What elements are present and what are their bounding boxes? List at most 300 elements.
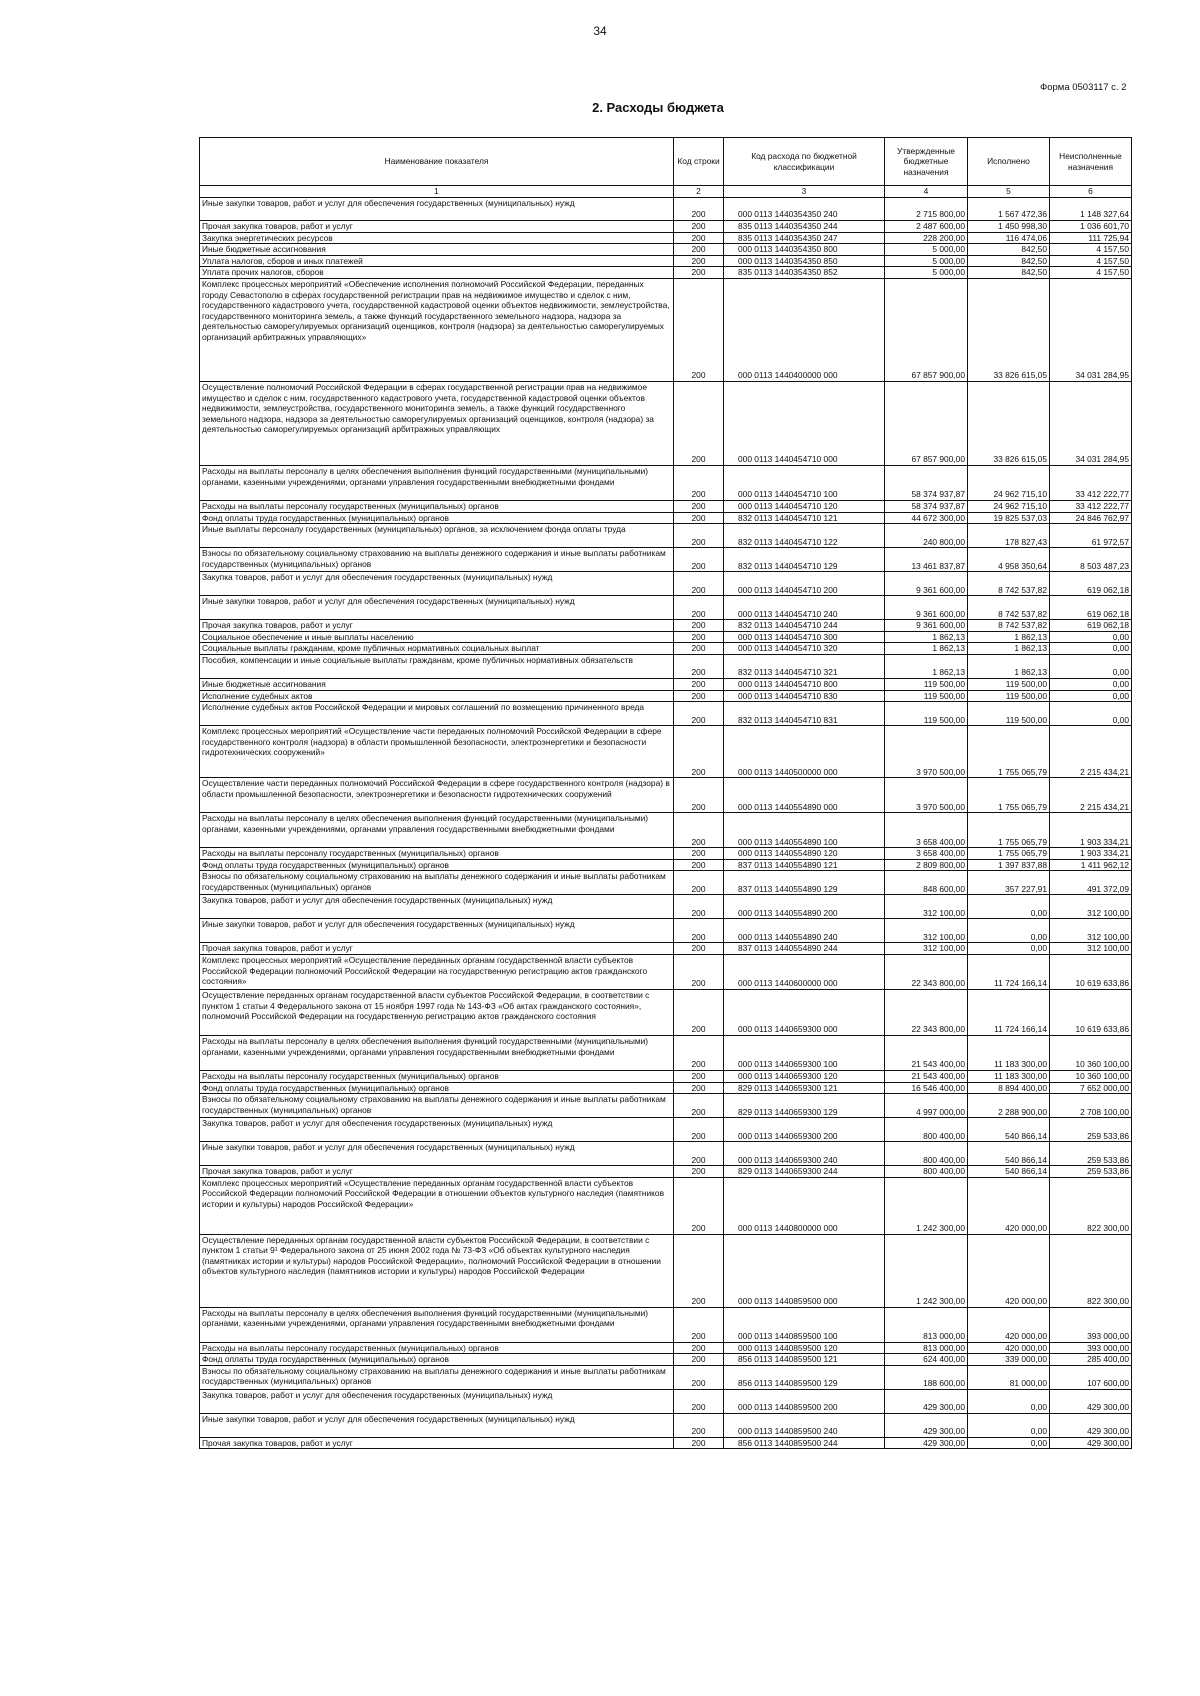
row-budget-code: 832 0113 1440454710 244	[724, 620, 885, 632]
row-unexecuted: 0,00	[1050, 678, 1132, 690]
table-row	[200, 1035, 1132, 1070]
header-unexecuted: Неисполненные назначения	[1050, 138, 1132, 186]
table-row	[200, 678, 1132, 690]
row-line-code: 200	[674, 1307, 724, 1342]
row-name: Комплекс процессных мероприятий «Осуществление части переданных полномочий Российской Федерации в сфере государственного контроля (надзора) в области промышленной безопасности, электроэнергетики и безопасности гидротехнических сооружений»	[200, 726, 674, 778]
row-name: Исполнение судебных актов	[200, 690, 674, 702]
table-row	[200, 848, 1132, 860]
row-name: Расходы на выплаты персоналу государственных (муниципальных) органов	[200, 1070, 674, 1082]
row-unexecuted: 0,00	[1050, 654, 1132, 678]
row-budget-code: 000 0113 1440354350 240	[724, 198, 885, 221]
row-executed: 4 958 350,64	[968, 548, 1050, 572]
table-row	[200, 255, 1132, 267]
row-line-code: 200	[674, 1177, 724, 1234]
row-budget-code: 000 0113 1440554890 100	[724, 813, 885, 848]
row-name: Осуществление полномочий Российской Федерации в сферах государственной регистрации прав на недвижимое имущество и сделок с ним, государственного кадастрового учета, государственной кадастровой оценки объектов недвижимости, землеустройства, государственного мониторинга земель, а также функций государственного земельного надзора, надзора за деятельностью саморегулируемых организаций оценщиков, контроля (надзора) за деятельностью саморегулируемых организаций арбитражных управляющих	[200, 381, 674, 465]
row-approved: 3 658 400,00	[885, 813, 968, 848]
row-executed: 0,00	[968, 895, 1050, 919]
row-name: Комплекс процессных мероприятий «Осуществление переданных органам государственной власти субъектов Российской Федерации полномочий Российской Федерации в отношении объектов культурного наследия (памятников истории и культуры) народов Российской Федерации»	[200, 1177, 674, 1234]
row-executed: 842,50	[968, 267, 1050, 279]
row-line-code: 200	[674, 232, 724, 244]
row-line-code: 200	[674, 620, 724, 632]
budget-table	[199, 137, 1132, 1449]
row-unexecuted: 4 157,50	[1050, 244, 1132, 256]
row-approved: 67 857 900,00	[885, 278, 968, 381]
row-executed: 19 825 537,03	[968, 512, 1050, 524]
header-name: Наименование показателя	[200, 138, 674, 186]
row-name: Комплекс процессных мероприятий «Осуществление переданных органам государственной власти субъектов Российской Федерации полномочий Российской Федерации на государственную регистрацию актов гражданского состояния»	[200, 954, 674, 989]
row-budget-code: 000 0113 1440454710 320	[724, 643, 885, 655]
row-unexecuted: 0,00	[1050, 631, 1132, 643]
row-budget-code: 835 0113 1440354350 247	[724, 232, 885, 244]
row-unexecuted: 312 100,00	[1050, 943, 1132, 955]
row-executed: 116 474,06	[968, 232, 1050, 244]
column-number: 2	[674, 186, 724, 198]
row-executed: 1 862,13	[968, 654, 1050, 678]
row-budget-code: 000 0113 1440454710 300	[724, 631, 885, 643]
row-line-code: 200	[674, 1413, 724, 1437]
row-line-code: 200	[674, 654, 724, 678]
row-unexecuted: 312 100,00	[1050, 895, 1132, 919]
row-line-code: 200	[674, 1035, 724, 1070]
row-unexecuted: 2 215 434,21	[1050, 778, 1132, 813]
row-unexecuted: 429 300,00	[1050, 1437, 1132, 1449]
row-line-code: 200	[674, 702, 724, 726]
row-budget-code: 856 0113 1440859500 121	[724, 1354, 885, 1366]
row-name: Иные закупки товаров, работ и услуг для обеспечения государственных (муниципальных) нужд	[200, 198, 674, 221]
row-approved: 58 374 937,87	[885, 500, 968, 512]
row-name: Прочая закупка товаров, работ и услуг	[200, 1437, 674, 1449]
row-line-code: 200	[674, 813, 724, 848]
row-approved: 1 862,13	[885, 654, 968, 678]
table-row	[200, 1142, 1132, 1166]
table-row	[200, 989, 1132, 1035]
row-budget-code: 837 0113 1440554890 129	[724, 871, 885, 895]
header-approved: Утвержденные бюджетные назначения	[885, 138, 968, 186]
row-name: Прочая закупка товаров, работ и услуг	[200, 943, 674, 955]
row-budget-code: 829 0113 1440659300 244	[724, 1166, 885, 1178]
row-unexecuted: 822 300,00	[1050, 1234, 1132, 1307]
table-row	[200, 267, 1132, 279]
row-approved: 5 000,00	[885, 244, 968, 256]
row-line-code: 200	[674, 1354, 724, 1366]
row-line-code: 200	[674, 1142, 724, 1166]
table-row	[200, 859, 1132, 871]
row-unexecuted: 259 533,86	[1050, 1166, 1132, 1178]
row-line-code: 200	[674, 278, 724, 381]
row-budget-code: 000 0113 1440859500 100	[724, 1307, 885, 1342]
row-unexecuted: 0,00	[1050, 702, 1132, 726]
row-budget-code: 000 0113 1440400000 000	[724, 278, 885, 381]
row-name: Уплата прочих налогов, сборов	[200, 267, 674, 279]
row-line-code: 200	[674, 859, 724, 871]
row-budget-code: 000 0113 1440554890 200	[724, 895, 885, 919]
table-row	[200, 919, 1132, 943]
row-approved: 21 543 400,00	[885, 1035, 968, 1070]
row-budget-code: 832 0113 1440454710 321	[724, 654, 885, 678]
row-budget-code: 000 0113 1440554890 120	[724, 848, 885, 860]
row-approved: 813 000,00	[885, 1342, 968, 1354]
row-executed: 420 000,00	[968, 1342, 1050, 1354]
row-name: Осуществление переданных органам государственной власти субъектов Российской Федерации, в соответствии с пунктом 1 статьи 9¹ Федерального закона от 25 июня 2002 года № 73-ФЗ «Об объектах культурного наследия (памятниках истории и культуры) народов Российской Федерации», полномочий Российской Федерации в отношении объектов культурного наследия (памятников истории и культуры) народов Российской Федерации	[200, 1234, 674, 1307]
row-approved: 848 600,00	[885, 871, 968, 895]
row-line-code: 200	[674, 919, 724, 943]
row-budget-code: 000 0113 1440659300 000	[724, 989, 885, 1035]
table-row	[200, 500, 1132, 512]
table-row	[200, 726, 1132, 778]
row-line-code: 200	[674, 465, 724, 500]
row-executed: 8 742 537,82	[968, 572, 1050, 596]
row-name: Расходы на выплаты персоналу государственных (муниципальных) органов	[200, 1342, 674, 1354]
row-approved: 44 672 300,00	[885, 512, 968, 524]
row-line-code: 200	[674, 221, 724, 233]
row-approved: 429 300,00	[885, 1389, 968, 1413]
row-budget-code: 000 0113 1440454710 240	[724, 596, 885, 620]
row-unexecuted: 1 148 327,64	[1050, 198, 1132, 221]
row-unexecuted: 33 412 222,77	[1050, 500, 1132, 512]
row-line-code: 200	[674, 778, 724, 813]
page-number: 34	[593, 24, 607, 38]
row-approved: 2 809 800,00	[885, 859, 968, 871]
row-approved: 2 487 600,00	[885, 221, 968, 233]
row-approved: 429 300,00	[885, 1437, 968, 1449]
row-executed: 11 724 166,14	[968, 989, 1050, 1035]
row-name: Социальное обеспечение и иные выплаты населению	[200, 631, 674, 643]
row-approved: 800 400,00	[885, 1118, 968, 1142]
row-approved: 119 500,00	[885, 702, 968, 726]
header-row	[200, 138, 1132, 186]
row-line-code: 200	[674, 1070, 724, 1082]
header-budget-code: Код расхода по бюджетной классификации	[724, 138, 885, 186]
row-line-code: 200	[674, 943, 724, 955]
row-executed: 81 000,00	[968, 1365, 1050, 1389]
row-budget-code: 000 0113 1440354350 850	[724, 255, 885, 267]
row-executed: 420 000,00	[968, 1177, 1050, 1234]
column-number-row	[200, 186, 1132, 198]
row-unexecuted: 1 036 601,70	[1050, 221, 1132, 233]
row-line-code: 200	[674, 848, 724, 860]
row-approved: 1 242 300,00	[885, 1177, 968, 1234]
row-line-code: 200	[674, 895, 724, 919]
table-row	[200, 702, 1132, 726]
row-name: Иные бюджетные ассигнования	[200, 678, 674, 690]
row-unexecuted: 393 000,00	[1050, 1342, 1132, 1354]
row-line-code: 200	[674, 381, 724, 465]
row-name: Прочая закупка товаров, работ и услуг	[200, 1166, 674, 1178]
row-unexecuted: 619 062,18	[1050, 620, 1132, 632]
row-name: Взносы по обязательному социальному страхованию на выплаты денежного содержания и иные выплаты работникам государственных (муниципальных) органов	[200, 1365, 674, 1389]
row-executed: 842,50	[968, 255, 1050, 267]
row-line-code: 200	[674, 678, 724, 690]
row-unexecuted: 1 903 334,21	[1050, 848, 1132, 860]
row-name: Социальные выплаты гражданам, кроме публичных нормативных социальных выплат	[200, 643, 674, 655]
table-row	[200, 813, 1132, 848]
table-row	[200, 895, 1132, 919]
row-line-code: 200	[674, 244, 724, 256]
row-line-code: 200	[674, 198, 724, 221]
row-budget-code: 000 0113 1440600000 000	[724, 954, 885, 989]
row-unexecuted: 619 062,18	[1050, 596, 1132, 620]
row-approved: 312 100,00	[885, 943, 968, 955]
row-approved: 22 343 800,00	[885, 954, 968, 989]
row-executed: 24 962 715,10	[968, 465, 1050, 500]
row-unexecuted: 8 503 487,23	[1050, 548, 1132, 572]
row-executed: 1 450 998,30	[968, 221, 1050, 233]
row-executed: 420 000,00	[968, 1234, 1050, 1307]
row-budget-code: 000 0113 1440454710 800	[724, 678, 885, 690]
row-line-code: 200	[674, 1365, 724, 1389]
row-executed: 357 227,91	[968, 871, 1050, 895]
row-executed: 0,00	[968, 1389, 1050, 1413]
table-row	[200, 1070, 1132, 1082]
row-executed: 2 288 900,00	[968, 1094, 1050, 1118]
row-line-code: 200	[674, 1389, 724, 1413]
row-unexecuted: 0,00	[1050, 643, 1132, 655]
row-executed: 11 183 300,00	[968, 1070, 1050, 1082]
table-row	[200, 1234, 1132, 1307]
row-executed: 339 000,00	[968, 1354, 1050, 1366]
row-approved: 240 800,00	[885, 524, 968, 548]
row-budget-code: 000 0113 1440454710 100	[724, 465, 885, 500]
row-executed: 0,00	[968, 943, 1050, 955]
row-line-code: 200	[674, 500, 724, 512]
row-approved: 429 300,00	[885, 1413, 968, 1437]
table-row	[200, 1365, 1132, 1389]
row-unexecuted: 34 031 284,95	[1050, 381, 1132, 465]
table-row	[200, 631, 1132, 643]
row-budget-code: 000 0113 1440659300 240	[724, 1142, 885, 1166]
table-row	[200, 278, 1132, 381]
row-name: Расходы на выплаты персоналу государственных (муниципальных) органов	[200, 848, 674, 860]
row-budget-code: 000 0113 1440454710 200	[724, 572, 885, 596]
row-line-code: 200	[674, 643, 724, 655]
row-approved: 800 400,00	[885, 1166, 968, 1178]
row-name: Пособия, компенсации и иные социальные выплаты гражданам, кроме публичных нормативных обязательств	[200, 654, 674, 678]
row-approved: 5 000,00	[885, 255, 968, 267]
row-unexecuted: 822 300,00	[1050, 1177, 1132, 1234]
row-approved: 13 461 837,87	[885, 548, 968, 572]
row-budget-code: 835 0113 1440354350 852	[724, 267, 885, 279]
row-approved: 188 600,00	[885, 1365, 968, 1389]
row-name: Осуществление переданных органам государственной власти субъектов Российской Федерации, в соответствии с пунктом 1 статьи 4 Федерального закона от 15 ноября 1997 года № 143-ФЗ «Об актах гражданского состояния», полномочий Российской Федерации на государственную регистрацию актов гражданского состояния	[200, 989, 674, 1035]
table-row	[200, 690, 1132, 702]
header-line-code: Код строки	[674, 138, 724, 186]
row-budget-code: 000 0113 1440454710 120	[724, 500, 885, 512]
row-budget-code: 829 0113 1440659300 129	[724, 1094, 885, 1118]
row-line-code: 200	[674, 572, 724, 596]
row-unexecuted: 429 300,00	[1050, 1413, 1132, 1437]
row-name: Расходы на выплаты персоналу в целях обеспечения выполнения функций государственными (муниципальными) органами, казенными учреждениями, органами управления государственными внебюджетными фондами	[200, 1035, 674, 1070]
row-line-code: 200	[674, 690, 724, 702]
row-unexecuted: 2 215 434,21	[1050, 726, 1132, 778]
row-approved: 9 361 600,00	[885, 620, 968, 632]
row-line-code: 200	[674, 1094, 724, 1118]
row-unexecuted: 111 725,94	[1050, 232, 1132, 244]
row-approved: 9 361 600,00	[885, 596, 968, 620]
row-name: Взносы по обязательному социальному страхованию на выплаты денежного содержания и иные выплаты работникам государственных (муниципальных) органов	[200, 1094, 674, 1118]
row-name: Фонд оплаты труда государственных (муниципальных) органов	[200, 859, 674, 871]
column-number: 5	[968, 186, 1050, 198]
row-line-code: 200	[674, 524, 724, 548]
row-approved: 21 543 400,00	[885, 1070, 968, 1082]
row-budget-code: 000 0113 1440354350 800	[724, 244, 885, 256]
row-unexecuted: 0,00	[1050, 690, 1132, 702]
row-unexecuted: 491 372,09	[1050, 871, 1132, 895]
row-name: Прочая закупка товаров, работ и услуг	[200, 221, 674, 233]
row-name: Осуществление части переданных полномочий Российской Федерации в сфере государственного контроля (надзора) в области промышленной безопасности, электроэнергетики и безопасности гидротехнических сооружений	[200, 778, 674, 813]
row-unexecuted: 393 000,00	[1050, 1307, 1132, 1342]
row-budget-code: 000 0113 1440659300 120	[724, 1070, 885, 1082]
row-name: Иные выплаты персоналу государственных (муниципальных) органов, за исключением фонда оплаты труда	[200, 524, 674, 548]
row-budget-code: 000 0113 1440554890 000	[724, 778, 885, 813]
row-approved: 4 997 000,00	[885, 1094, 968, 1118]
column-number: 1	[200, 186, 674, 198]
row-line-code: 200	[674, 267, 724, 279]
row-approved: 1 242 300,00	[885, 1234, 968, 1307]
row-name: Фонд оплаты труда государственных (муниципальных) органов	[200, 1082, 674, 1094]
table-row	[200, 198, 1132, 221]
table-row	[200, 524, 1132, 548]
row-unexecuted: 4 157,50	[1050, 255, 1132, 267]
row-unexecuted: 312 100,00	[1050, 919, 1132, 943]
row-line-code: 200	[674, 512, 724, 524]
header-executed: Исполнено	[968, 138, 1050, 186]
row-unexecuted: 24 846 762,97	[1050, 512, 1132, 524]
row-approved: 9 361 600,00	[885, 572, 968, 596]
row-unexecuted: 429 300,00	[1050, 1389, 1132, 1413]
row-name: Иные закупки товаров, работ и услуг для обеспечения государственных (муниципальных) нужд	[200, 919, 674, 943]
row-budget-code: 000 0113 1440859500 120	[724, 1342, 885, 1354]
row-budget-code: 856 0113 1440859500 129	[724, 1365, 885, 1389]
row-executed: 11 183 300,00	[968, 1035, 1050, 1070]
row-approved: 3 658 400,00	[885, 848, 968, 860]
table-row	[200, 1177, 1132, 1234]
table-row	[200, 1437, 1132, 1449]
row-executed: 1 397 837,88	[968, 859, 1050, 871]
row-line-code: 200	[674, 954, 724, 989]
row-executed: 0,00	[968, 1413, 1050, 1437]
row-unexecuted: 10 619 633,86	[1050, 954, 1132, 989]
row-name: Взносы по обязательному социальному страхованию на выплаты денежного содержания и иные выплаты работникам государственных (муниципальных) органов	[200, 548, 674, 572]
page-title: 2. Расходы бюджета	[592, 100, 724, 115]
row-name: Закупка товаров, работ и услуг для обеспечения государственных (муниципальных) нужд	[200, 1389, 674, 1413]
row-name: Иные закупки товаров, работ и услуг для обеспечения государственных (муниципальных) нужд	[200, 596, 674, 620]
row-executed: 119 500,00	[968, 690, 1050, 702]
row-name: Иные закупки товаров, работ и услуг для обеспечения государственных (муниципальных) нужд	[200, 1142, 674, 1166]
row-approved: 312 100,00	[885, 895, 968, 919]
table-row	[200, 1166, 1132, 1178]
row-name: Исполнение судебных актов Российской Федерации и мировых соглашений по возмещению причиненного вреда	[200, 702, 674, 726]
table-row	[200, 778, 1132, 813]
row-name: Закупка товаров, работ и услуг для обеспечения государственных (муниципальных) нужд	[200, 572, 674, 596]
row-executed: 842,50	[968, 244, 1050, 256]
row-line-code: 200	[674, 1437, 724, 1449]
row-unexecuted: 107 600,00	[1050, 1365, 1132, 1389]
row-approved: 3 970 500,00	[885, 778, 968, 813]
row-unexecuted: 10 360 100,00	[1050, 1070, 1132, 1082]
row-name: Уплата налогов, сборов и иных платежей	[200, 255, 674, 267]
row-name: Взносы по обязательному социальному страхованию на выплаты денежного содержания и иные выплаты работникам государственных (муниципальных) органов	[200, 871, 674, 895]
row-executed: 24 962 715,10	[968, 500, 1050, 512]
row-approved: 3 970 500,00	[885, 726, 968, 778]
table-row	[200, 465, 1132, 500]
row-name: Закупка товаров, работ и услуг для обеспечения государственных (муниципальных) нужд	[200, 1118, 674, 1142]
row-budget-code: 000 0113 1440859500 240	[724, 1413, 885, 1437]
row-budget-code: 837 0113 1440554890 121	[724, 859, 885, 871]
row-unexecuted: 1 411 962,12	[1050, 859, 1132, 871]
row-budget-code: 000 0113 1440554890 240	[724, 919, 885, 943]
row-unexecuted: 1 903 334,21	[1050, 813, 1132, 848]
row-budget-code: 000 0113 1440454710 830	[724, 690, 885, 702]
row-budget-code: 835 0113 1440354350 244	[724, 221, 885, 233]
row-line-code: 200	[674, 631, 724, 643]
row-unexecuted: 34 031 284,95	[1050, 278, 1132, 381]
table-row	[200, 1389, 1132, 1413]
row-approved: 312 100,00	[885, 919, 968, 943]
row-executed: 420 000,00	[968, 1307, 1050, 1342]
table-row	[200, 1354, 1132, 1366]
column-number: 3	[724, 186, 885, 198]
row-executed: 540 866,14	[968, 1118, 1050, 1142]
row-unexecuted: 33 412 222,77	[1050, 465, 1132, 500]
row-executed: 1 755 065,79	[968, 848, 1050, 860]
column-number: 6	[1050, 186, 1132, 198]
table-row	[200, 1342, 1132, 1354]
row-name: Закупка товаров, работ и услуг для обеспечения государственных (муниципальных) нужд	[200, 895, 674, 919]
row-unexecuted: 61 972,57	[1050, 524, 1132, 548]
row-budget-code: 856 0113 1440859500 244	[724, 1437, 885, 1449]
row-name: Фонд оплаты труда государственных (муниципальных) органов	[200, 1354, 674, 1366]
table-row	[200, 381, 1132, 465]
table-row	[200, 221, 1132, 233]
row-approved: 813 000,00	[885, 1307, 968, 1342]
table-row	[200, 643, 1132, 655]
row-executed: 0,00	[968, 919, 1050, 943]
row-name: Закупка энергетических ресурсов	[200, 232, 674, 244]
row-line-code: 200	[674, 1082, 724, 1094]
row-executed: 1 862,13	[968, 643, 1050, 655]
row-budget-code: 000 0113 1440500000 000	[724, 726, 885, 778]
row-approved: 58 374 937,87	[885, 465, 968, 500]
row-executed: 8 894 400,00	[968, 1082, 1050, 1094]
row-unexecuted: 285 400,00	[1050, 1354, 1132, 1366]
row-name: Фонд оплаты труда государственных (муниципальных) органов	[200, 512, 674, 524]
row-line-code: 200	[674, 1342, 724, 1354]
row-approved: 800 400,00	[885, 1142, 968, 1166]
table-row	[200, 244, 1132, 256]
row-unexecuted: 10 360 100,00	[1050, 1035, 1132, 1070]
row-executed: 178 827,43	[968, 524, 1050, 548]
row-executed: 1 755 065,79	[968, 778, 1050, 813]
row-name: Иные бюджетные ассигнования	[200, 244, 674, 256]
row-line-code: 200	[674, 255, 724, 267]
row-budget-code: 000 0113 1440859500 000	[724, 1234, 885, 1307]
row-name: Иные закупки товаров, работ и услуг для обеспечения государственных (муниципальных) нужд	[200, 1413, 674, 1437]
table-row	[200, 954, 1132, 989]
table-row	[200, 1307, 1132, 1342]
row-name: Расходы на выплаты персоналу в целях обеспечения выполнения функций государственными (муниципальными) органами, казенными учреждениями, органами управления государственными внебюджетными фондами	[200, 813, 674, 848]
row-budget-code: 832 0113 1440454710 129	[724, 548, 885, 572]
row-budget-code: 000 0113 1440859500 200	[724, 1389, 885, 1413]
row-budget-code: 832 0113 1440454710 831	[724, 702, 885, 726]
row-approved: 16 546 400,00	[885, 1082, 968, 1094]
row-budget-code: 832 0113 1440454710 121	[724, 512, 885, 524]
table-row	[200, 596, 1132, 620]
table-row	[200, 1413, 1132, 1437]
row-approved: 1 862,13	[885, 631, 968, 643]
table-row	[200, 572, 1132, 596]
row-unexecuted: 259 533,86	[1050, 1118, 1132, 1142]
